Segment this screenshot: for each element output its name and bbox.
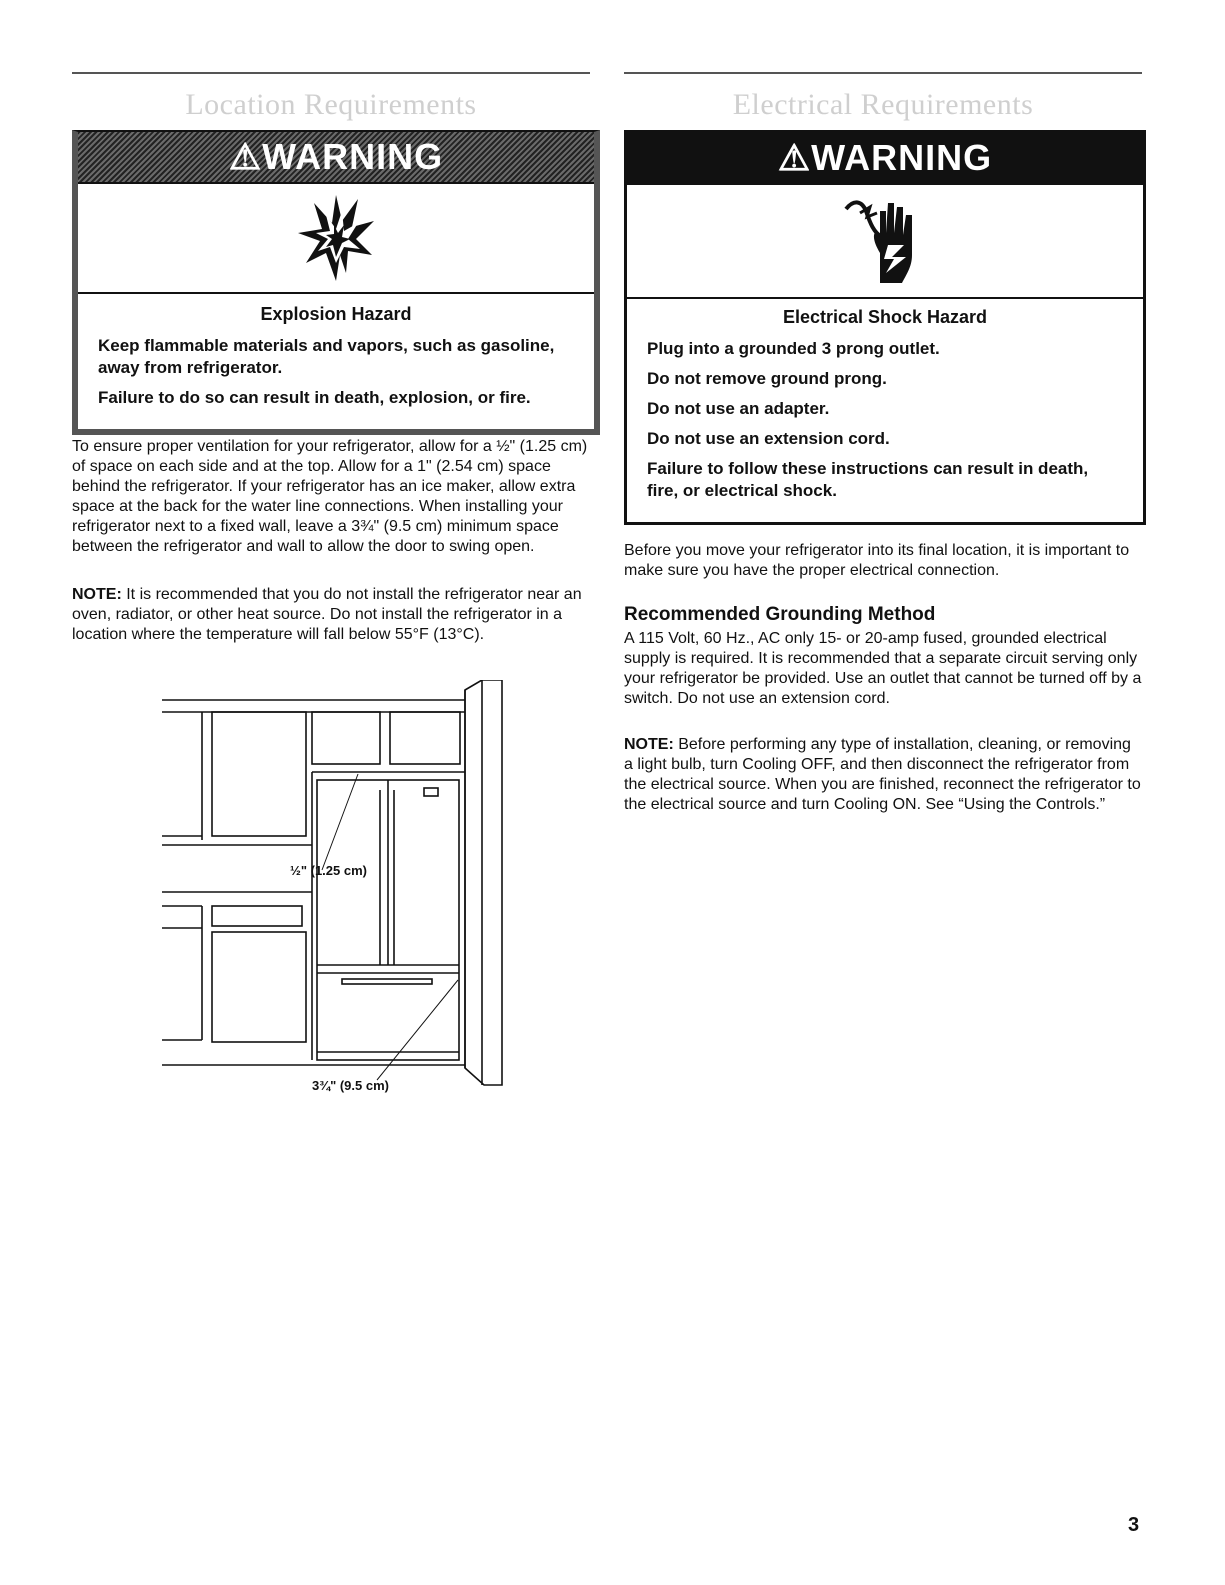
- note-label: NOTE:: [72, 586, 122, 603]
- wall-clearance-label: 3¾" (9.5 cm): [312, 1078, 389, 1093]
- section-rule: [72, 72, 590, 74]
- note-label: NOTE:: [624, 736, 674, 753]
- hazard-title: Explosion Hazard: [260, 304, 412, 324]
- warning-line: Failure to follow these instructions can result in death, fire, or electrical shock.: [647, 459, 1089, 500]
- note-paragraph: [72, 585, 590, 645]
- warning-line: Do not remove ground prong.: [647, 369, 887, 388]
- warning-banner: ⚠WARNING: [78, 132, 594, 182]
- section-title: Location Requirements: [185, 88, 477, 121]
- explosion-icon: [78, 182, 594, 294]
- warning-line: Do not use an adapter.: [647, 399, 830, 418]
- warning-line: Keep flammable materials and vapors, such as gasoline, away from refrigerator.: [98, 336, 555, 377]
- warning-line: Do not use an extension cord.: [647, 429, 890, 448]
- ventilation-paragraph: To ensure proper ventilation for your refrigerator, allow for a ½" (1.25 cm) of space on each side and at the top. Allow for a 1" (2.54 cm) space behind the refrigerator. If your refrigerator has an ice maker, allow extra space at the back for the water line connections. When installing your refrigerator next to a fixed wall, leave a 3¾" (9.5 cm) minimum space between the refrigerator and wall to allow the door to swing open.: [72, 438, 588, 555]
- grounding-subheading: Recommended Grounding Method: [624, 604, 936, 625]
- electrical-shock-icon: [627, 183, 1143, 299]
- explosion-warning-box: [72, 130, 600, 435]
- side-clearance-label: ½" (1.25 cm): [290, 863, 367, 878]
- clearance-diagram: [162, 680, 512, 1100]
- section-title: Electrical Requirements: [732, 88, 1034, 121]
- section-rule: [624, 72, 1142, 74]
- grounding-paragraph: A 115 Volt, 60 Hz., AC only 15- or 20-amp fused, grounded electrical supply is required. It is recommended that a separate circuit serving only your refrigerator be provided. Use an outlet that cannot be turned off by a switch. Do not use an extension cord.: [624, 630, 1142, 707]
- note-text: It is recommended that you do not install the refrigerator near an oven, radiator, or other heat source. Do not install the refrigerator in a location where the temperature will fall below 55°F (13°C).: [72, 586, 582, 643]
- electrical-warning-box: [624, 130, 1146, 525]
- warning-banner: ⚠WARNING: [627, 133, 1143, 183]
- refrigerator-diagram: [162, 680, 512, 1100]
- intro-paragraph: Before you move your refrigerator into its final location, it is important to make sure you have the proper electrical connection.: [624, 542, 1130, 579]
- warning-line: Failure to do so can result in death, explosion, or fire.: [98, 388, 531, 407]
- note-text: Before performing any type of installation, cleaning, or removing a light bulb, turn Cooling OFF, and then disconnect the refrigerator from the electrical source. When you are finished, reconnect the refrigerator to the electrical source and turn Cooling ON. See “Using the Controls.”: [624, 736, 1141, 813]
- hazard-title: Electrical Shock Hazard: [782, 307, 988, 327]
- warning-line: Plug into a grounded 3 prong outlet.: [647, 339, 940, 358]
- note-paragraph: [624, 735, 1142, 815]
- page-number: 3: [1128, 1514, 1140, 1536]
